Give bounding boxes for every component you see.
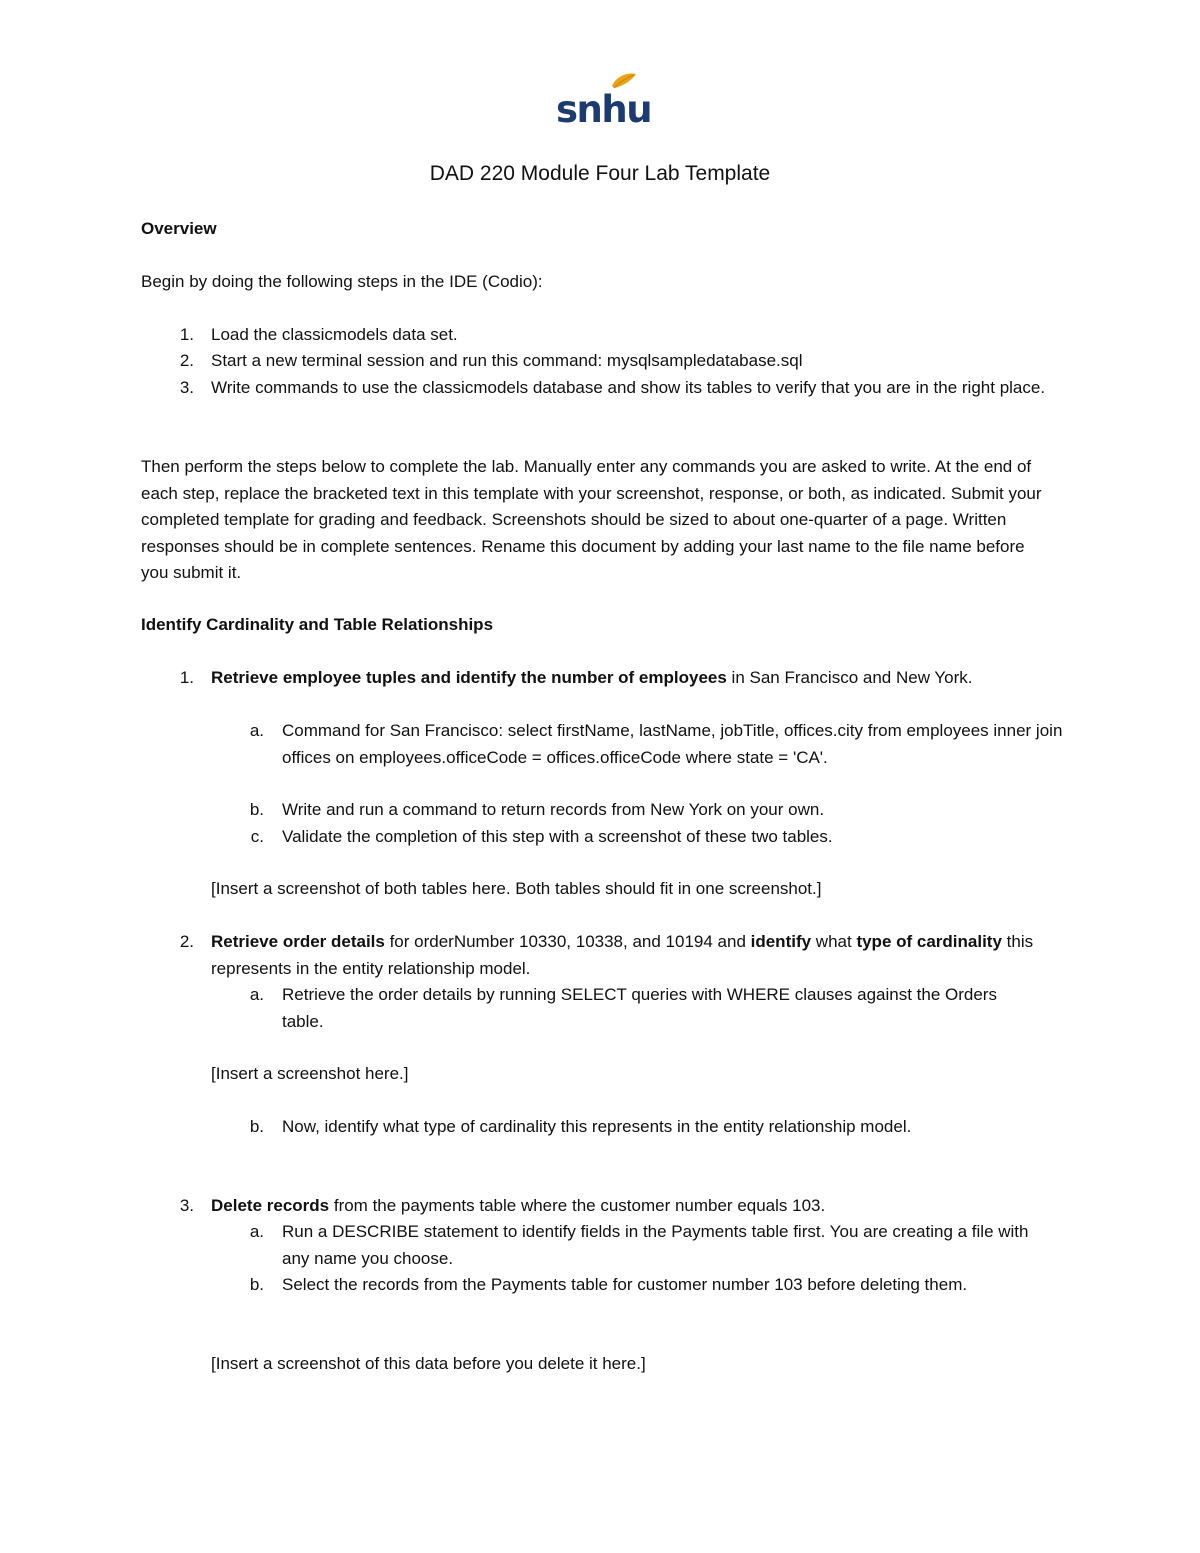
task-2-text-part: what — [811, 932, 857, 951]
task-2-bold: identify — [750, 932, 812, 951]
instructions-paragraph: Then perform the steps below to complete the lab. Manually enter any commands you are asked to write. At the end of each step, replace the bracketed text in this template with your screenshot, response, or both, as indicated. Submit your completed template for grading and feedback. Screenshots should be sized to about one-quarter of a page. Written responses should be in complete sentences. Rename this document by adding your last name to the file name before you submit it. — [141, 457, 1042, 582]
task-3-bold: Delete records — [211, 1196, 330, 1215]
task-2-text — [211, 929, 1041, 982]
task-3-text — [211, 1193, 1051, 1220]
sub-letter: a. — [249, 985, 264, 1004]
sub-letter: b. — [249, 1275, 264, 1294]
sub-letter: b. — [249, 1117, 264, 1136]
task-2-bold: Retrieve order details — [211, 932, 385, 951]
task-1-rest: in San Francisco and New York. — [726, 668, 973, 687]
step-number: 1. — [179, 325, 194, 344]
task-2-text-part: for orderNumber 10330, 10338, and 10194 and — [384, 932, 751, 951]
step-number: 3. — [179, 378, 194, 397]
sub-letter: a. — [249, 721, 264, 740]
section-heading: Identify Cardinality and Table Relationships — [141, 615, 494, 634]
page-title: DAD 220 Module Four Lab Template — [429, 162, 771, 185]
task-2-bold: type of cardinality — [856, 932, 1002, 951]
step-number: 2. — [179, 351, 194, 370]
step-text: Write commands to use the classicmodels database and show its tables to verify that you are in the right place. — [211, 378, 1046, 397]
task-2-text-part: this represents in the entity relationship model. — [211, 932, 1034, 978]
sub-item-text: Retrieve the order details by running SELECT queries with WHERE clauses against the Orders table. — [282, 985, 997, 1031]
sub-letter: b. — [249, 800, 264, 819]
sub-item-text: Validate the completion of this step with a screenshot of these two tables. — [282, 827, 833, 846]
sub-letter: c. — [250, 827, 264, 846]
task-number: 1. — [179, 668, 194, 687]
sub-item-text: Now, identify what type of cardinality this represents in the entity relationship model. — [282, 1117, 912, 1136]
sub-letter: a. — [249, 1222, 264, 1241]
step-text: Start a new terminal session and run this command: mysqlsampledatabase.sql — [211, 351, 803, 370]
snhu-logo — [556, 72, 652, 134]
logo-text: snhu — [556, 88, 652, 131]
task-3-rest: from the payments table where the customer number equals 103. — [329, 1196, 826, 1215]
overview-intro: Begin by doing the following steps in the IDE (Codio): — [141, 272, 543, 291]
overview-heading: Overview — [141, 219, 217, 238]
task-number: 2. — [179, 932, 194, 951]
task-number: 3. — [179, 1196, 194, 1215]
sub-item-text: Run a DESCRIBE statement to identify fields in the Payments table first. You are creating a file with any name you choose. — [282, 1222, 1029, 1268]
screenshot-placeholder: [Insert a screenshot of this data before you delete it here.] — [211, 1354, 646, 1373]
sub-item-text: Write and run a command to return records from New York on your own. — [282, 800, 825, 819]
task-1-text — [211, 665, 1041, 692]
sub-item-text: Select the records from the Payments table for customer number 103 before deleting them. — [282, 1275, 968, 1294]
sub-item-text: Command for San Francisco: select firstName, lastName, jobTitle, offices.city from employees inner join offices on employees.officeCode = offices.officeCode where state = 'CA'. — [282, 721, 1063, 767]
screenshot-placeholder: [Insert a screenshot of both tables here. Both tables should fit in one screenshot.] — [211, 879, 822, 898]
step-text: Load the classicmodels data set. — [211, 325, 458, 344]
task-1-bold: Retrieve employee tuples and identify the number of employees — [211, 668, 727, 687]
screenshot-placeholder: [Insert a screenshot here.] — [211, 1064, 409, 1083]
